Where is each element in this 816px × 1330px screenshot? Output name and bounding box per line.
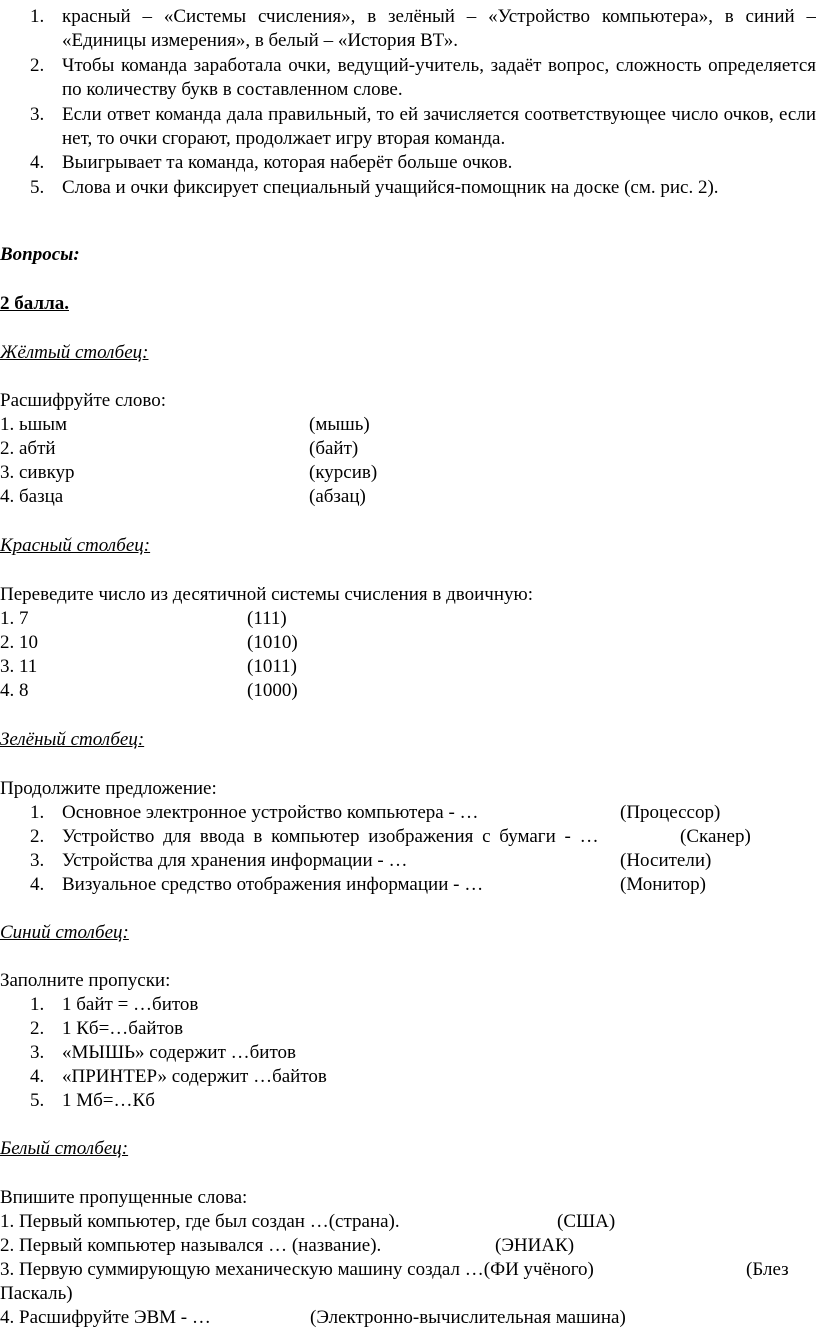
white-task: Впишите пропущенные слова: (0, 1187, 248, 1208)
rule-text: Слова и очки фиксирует специальный учащийся-помощник на доске (см. рис. 2). (62, 176, 719, 198)
rules-list (0, 5, 816, 200)
points-heading: 2 балла. (0, 293, 69, 314)
rule-item: 1. красный – «Системы счисления», в зелёный – «Устройство компьютера», в синий – «Единицы измерения», в белый – «История ВТ». (30, 6, 816, 52)
questions-heading: Вопросы: (0, 244, 80, 265)
rule-item: 5. Слова и очки фиксирует специальный учащийся-помощник на доске (см. рис. 2). (30, 176, 719, 198)
rule-item: 2. Чтобы команда заработала очки, ведущий-учитель, задаёт вопрос, сложность определяется по количеству букв в составленном слове. (30, 54, 816, 101)
rule-text: Чтобы команда заработала очки, ведущий-учитель, задаёт вопрос, сложность определяется по количеству букв в составленном слове. (62, 54, 816, 101)
rule-item: 3. Если ответ команда дала правильный, то ей зачисляется соответствующее число очков, если нет, то очки сгорают, продолжает игру вторая команда. (30, 103, 816, 150)
rule-text: Если ответ команда дала правильный, то ей зачисляется соответствующее число очков, если нет, то очки сгорают, продолжает игру вторая команда. (62, 103, 816, 150)
blue-task: Заполните пропуски: (0, 970, 171, 991)
blue-column-title: Синий столбец: (0, 922, 129, 943)
rule-text: красный – «Системы счисления», в зелёный – «Устройство компьютера», в синий – «Единицы измерения», в белый – «История ВТ». (62, 6, 816, 52)
red-column-title: Красный столбец: (0, 535, 151, 556)
white-column-title: Белый столбец: (0, 1138, 129, 1159)
yellow-column-title: Жёлтый столбец: (0, 342, 149, 363)
document-page: 1. красный – «Системы счисления», в зелёный – «Устройство компьютера», в синий – «Единицы измерения», в белый – «История ВТ». 2. Чтобы команда заработала очки, ведущий-учитель, задаёт вопрос, сложность определяется по количеству букв в составленном слове. 3. Если ответ команда дала правильный, то ей зачисляется соответствующее число очков, если нет, то очки сгорают, продолжает игру вторая команда. 4. Выигрывает та команда, которая наберёт больше очков. 5. Слова и очки фиксирует специальный учащийся-помощник на доске (см. рис. 2). Вопросы: 2 балла. Жёлтый столбец: Расшифруйте слово: 1. ьшым (мышь) 2. абтй (байт) 3. сивкур (курсив) 4. базца (абзац) Красный столбец: Переведите число из десятичной системы счисления в двоичную: 1. 7 (111) 2. 10 (1010) 3. 11 (1011) 4. 8 (1000) Зелёный столбец: Продолжите предложение: 1. Основное электронное устройство компьютера - … (Процессор) 2. Устройство для ввода в компьютер изображения с бумаги - … (Сканер) 3. Устройства для хранения информации - … (Носители) 4. Визуальное средство отображения информации - … (Монитор) Синий столбец: Заполните пропуски: 1. 1 байт = …битов 2. 1 Кб=…байтов 3. «МЫШЬ» содержит …битов 4. «ПРИНТЕР» содержит …байтов 5. 1 Мб=…Кб Белый столбец: Впишите пропущенные слова: 1. Первый компьютер, где был создан …(страна). (США) 2. Первый компьютер назывался … (название). (ЭНИАК) 3. Первую суммирующую механическую машину создал …(ФИ учёного) (Блез Паскаль) 4. Расшифруйте ЭВМ - … (Электронно-вычислительная машина) (0, 6, 816, 1328)
green-task: Продолжите предложение: (0, 778, 217, 799)
rule-text: Выигрывает та команда, которая наберёт больше очков. (62, 152, 513, 174)
green-column-title: Зелёный столбец: (0, 729, 145, 750)
rule-item: 4. Выигрывает та команда, которая наберёт больше очков. (30, 152, 513, 174)
yellow-task: Расшифруйте слово: (0, 390, 166, 411)
red-task: Переведите число из десятичной системы счисления в двоичную: (0, 584, 533, 605)
